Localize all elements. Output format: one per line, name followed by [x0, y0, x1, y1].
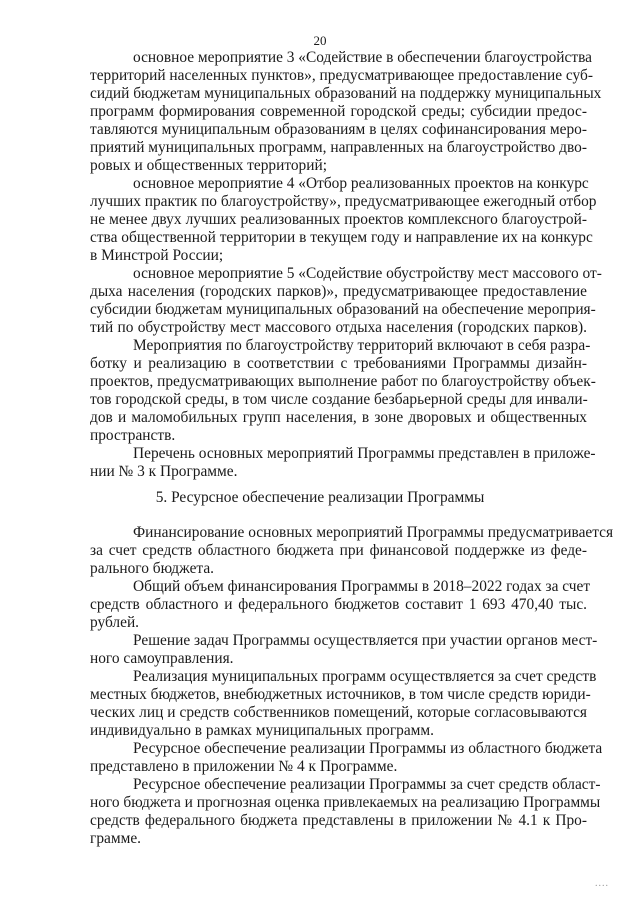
- text-line: проектов, предусматривающих выполнение работ по благоустройству объек-: [90, 373, 596, 390]
- text-line: представлено в приложении № 4 к Программе.: [90, 758, 398, 775]
- text-line: тий по обустройству мест массового отдыха населения (городских парков).: [90, 319, 587, 336]
- text-line: программ формирования современной городской среды; субсидии предос-: [90, 103, 587, 120]
- text-line: сидий бюджетам муниципальных образований на поддержку муниципальных: [90, 85, 602, 102]
- text-line: ботку и реализацию в соответствии с требованиями Программы дизайн-: [90, 355, 587, 372]
- text-line: пространств.: [90, 427, 176, 444]
- text-line: Мероприятия по благоустройству территорий включают в себя разра-: [133, 337, 591, 354]
- text-line: ческих лиц и средств собственников помещений, которые согласовываются: [90, 704, 587, 721]
- text-line: дыха населения (городских парков)», предусматривающее предоставление: [90, 283, 587, 300]
- text-line: грамме.: [90, 830, 141, 847]
- text-line: территорий населенных пунктов», предусматривающее предоставление суб-: [90, 67, 593, 84]
- text-line: Ресурсное обеспечение реализации Программы за счет средств област-: [133, 776, 601, 793]
- text-line: нии № 3 к Программе.: [90, 463, 238, 480]
- text-line: тавляются муниципальным образованиям в целях софинансирования меро-: [90, 121, 587, 138]
- text-line: основное мероприятие 5 «Содействие обустройству мест массового от-: [133, 265, 602, 282]
- text-line: за счет средств областного бюджета при финансовой поддержке из феде-: [90, 542, 587, 559]
- section-heading: 5. Ресурсное обеспечение реализации Программы: [155, 489, 485, 506]
- text-line: средств областного и федерального бюджетов составит 1 693 470,40 тыс.: [90, 596, 587, 613]
- text-line: рублей.: [90, 614, 140, 631]
- text-line: средств федерального бюджета представлены в приложении № 4.1 к Про-: [90, 812, 587, 829]
- text-line: основное мероприятие 3 «Содействие в обеспечении благоустройства: [133, 49, 592, 66]
- text-line: в Минстрой России;: [90, 247, 224, 264]
- text-line: субсидии бюджетам муниципальных образований на обеспечение мероприя-: [90, 301, 596, 318]
- page-number: 20: [313, 33, 327, 48]
- text-line: лучших практик по благоустройству», предусматривающее ежегодный отбор: [90, 193, 597, 210]
- text-line: Реализация муниципальных программ осуществляется за счет средств: [133, 668, 597, 685]
- text-line: ного бюджета и прогнозная оценка привлекаемых на реализацию Программы: [90, 794, 601, 811]
- text-line: приятий муниципальных программ, направленных на благоустройство дво-: [90, 139, 587, 156]
- text-line: основное мероприятие 4 «Отбор реализованных проектов на конкурс: [133, 175, 589, 192]
- text-line: Финансирование основных мероприятий Программы предусматривается: [133, 524, 614, 541]
- text-line: Общий объем финансирования Программы в 2018–2022 годах за счет: [133, 578, 591, 595]
- text-line: индивидуально в рамках муниципальных программ.: [90, 722, 435, 739]
- text-line: Решение задач Программы осуществляется при участии органов мест-: [133, 632, 598, 649]
- text-line: ства общественной территории в текущем году и направление их на конкурс: [90, 229, 593, 246]
- text-line: ровых и общественных территорий;: [90, 157, 327, 174]
- text-line: тов городской среды, в том числе создание безбарьерной среды для инвали-: [90, 391, 588, 408]
- text-line: ного самоуправления.: [90, 650, 234, 667]
- text-line: рального бюджета.: [90, 560, 214, 577]
- text-line: Перечень основных мероприятий Программы представлен в приложе-: [133, 445, 596, 462]
- corner-mark: ....: [595, 878, 609, 889]
- text-line: Ресурсное обеспечение реализации Программы из областного бюджета: [133, 740, 603, 757]
- text-line: не менее двух лучших реализованных проектов комплексного благоустрой-: [90, 211, 587, 228]
- text-line: местных бюджетов, внебюджетных источников, в том числе средств юриди-: [90, 686, 591, 703]
- text-line: дов и маломобильных групп населения, в зоне дворовых и общественных: [90, 409, 587, 426]
